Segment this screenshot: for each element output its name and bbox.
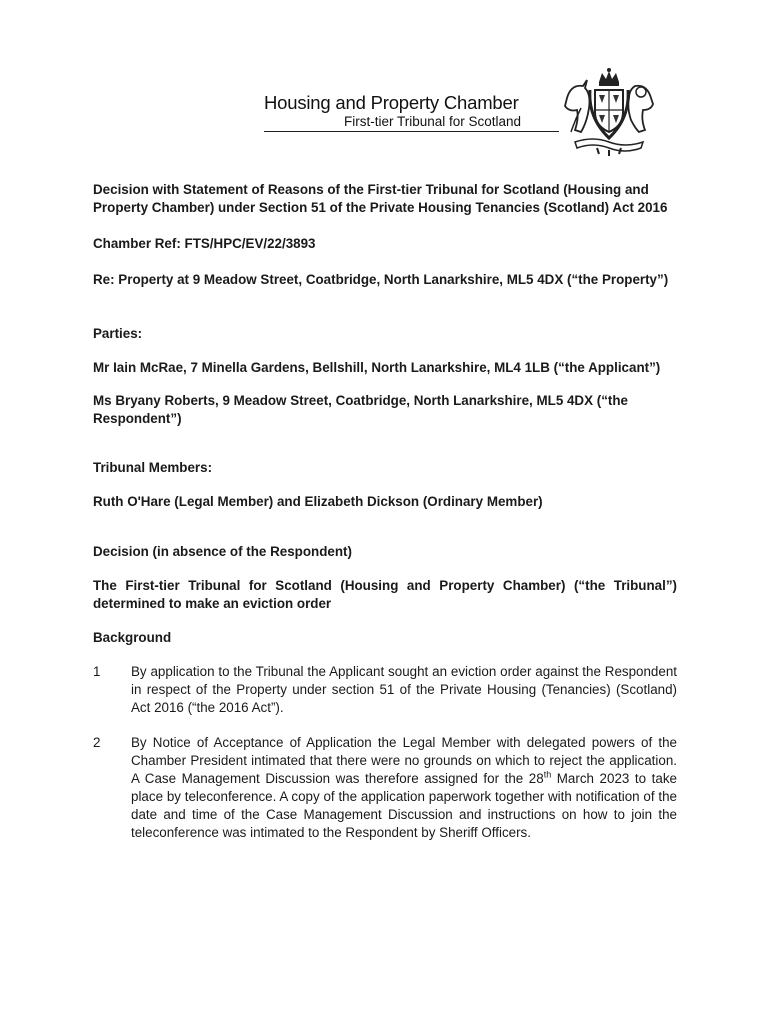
paragraph-text: By application to the Tribunal the Applicant sought an eviction order against the Respondent in respect of the Property under section 51 of the Private Housing (Tenancies) (Scotland) Act 2016 (“the 2016 Act”).: [131, 664, 677, 715]
respondent-details: Ms Bryany Roberts, 9 Meadow Street, Coatbridge, North Lanarkshire, ML5 4DX (“the Respondent”): [93, 393, 628, 426]
chamber-name: Housing and Property Chamber: [264, 92, 519, 113]
tribunal-name: First-tier Tribunal for Scotland: [344, 114, 522, 129]
decision-document: [93, 181, 677, 842]
applicant-details: Mr Iain McRae, 7 Minella Gardens, Bellshill, North Lanarkshire, ML4 1LB (“the Applicant”): [93, 360, 661, 375]
ordinal-suffix: th: [543, 769, 552, 780]
parties-heading: Parties:: [93, 326, 143, 341]
background-heading: Background: [93, 630, 172, 645]
letterhead: [264, 68, 694, 158]
property-reference: Re: Property at 9 Meadow Street, Coatbridge, North Lanarkshire, ML5 4DX (“the Property”): [93, 272, 669, 287]
paragraph-number: 2: [93, 735, 101, 750]
paragraph-number: 1: [93, 664, 101, 679]
tribunal-members-heading: Tribunal Members:: [93, 460, 213, 475]
chamber-reference: Chamber Ref: FTS/HPC/EV/22/3893: [93, 236, 316, 251]
paragraph-2: [93, 734, 677, 842]
paragraph-text-end: March 2023 to take place by teleconference. A copy of the application paperwork together with notification of the date and time of the Case Management Discussion and instructions on how to join the teleconference was intimated to the Respondent by Sheriff Officers.: [131, 771, 677, 840]
royal-coat-of-arms-icon: [557, 68, 661, 156]
decision-heading: Decision (in absence of the Respondent): [93, 544, 352, 559]
tribunal-members: Ruth O'Hare (Legal Member) and Elizabeth Dickson (Ordinary Member): [93, 494, 543, 509]
decision-text: The First-tier Tribunal for Scotland (Housing and Property Chamber) (“the Tribunal”) determined to make an eviction order: [93, 578, 677, 611]
document-title: Decision with Statement of Reasons of the First-tier Tribunal for Scotland (Housing and Property Chamber) under Section 51 of the Private Housing Tenancies (Scotland) Act 2016: [93, 182, 668, 215]
paragraph-text-start: By Notice of Acceptance of Application the Legal Member with delegated powers of the Chamber President intimated that there were no grounds on which to reject the application. A Case Management Discussion was therefore assigned for the 28: [131, 735, 677, 786]
header-divider: [264, 131, 559, 132]
paragraph-1: [93, 663, 677, 717]
